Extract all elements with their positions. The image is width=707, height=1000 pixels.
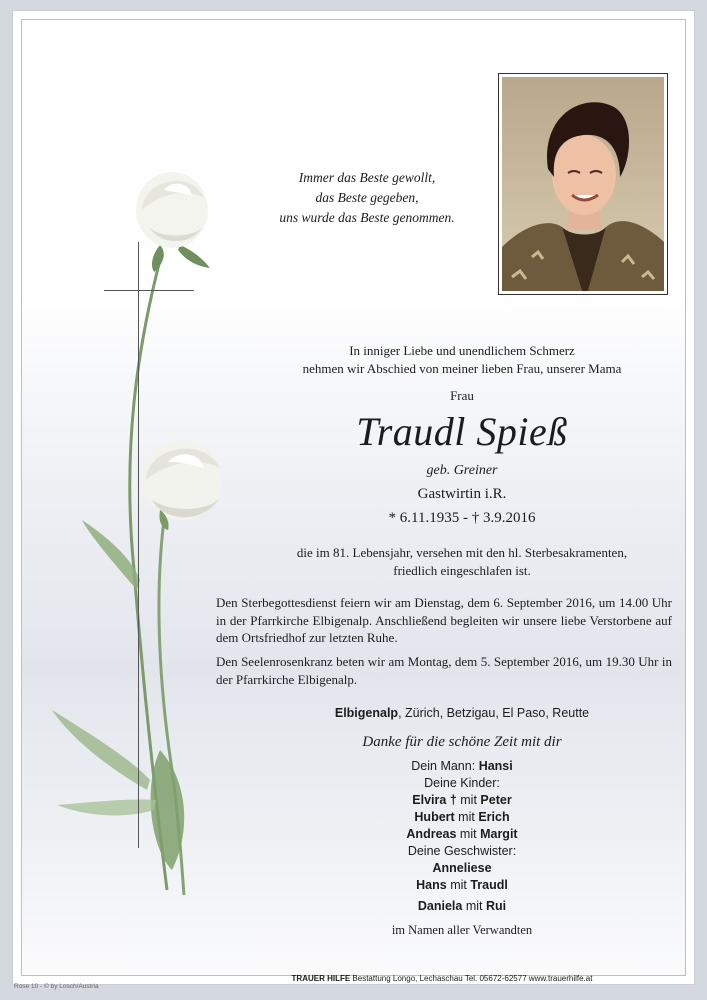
husband-label: Dein Mann:: [411, 759, 476, 773]
white-roses-image: [42, 150, 232, 910]
closing-line: im Namen aller Verwandten: [391, 923, 533, 937]
intro-line: In inniger Liebe und unendlichem Schmerz: [349, 343, 575, 358]
with-word: mit: [458, 810, 475, 824]
memorial-quote: [262, 168, 472, 228]
age-text: [232, 544, 692, 580]
birth-name: geb. Greiner: [426, 463, 498, 478]
with-word: mit: [460, 793, 477, 807]
with-word: mit: [459, 827, 477, 841]
family-list: [232, 758, 692, 915]
deceased-name: Traudl Spieß: [356, 409, 568, 454]
with-word: mit: [450, 878, 467, 892]
child-name: Andreas: [406, 827, 457, 841]
age-line: die im 81. Lebensjahr, versehen mit den hl. Sterbesakramenten,: [296, 545, 628, 560]
sibling-row: [232, 877, 692, 894]
with-word: mit: [465, 899, 483, 913]
footer-brand: TRAUER HILFE: [291, 974, 351, 983]
child-row: [232, 826, 692, 843]
child-row: [232, 792, 692, 809]
sibling-name: Hans: [416, 878, 447, 892]
partner-name: Rui: [485, 899, 507, 913]
sibling-name: Anneliese: [432, 861, 492, 875]
places-line: [232, 706, 692, 720]
husband-name: Hansi: [478, 759, 513, 773]
cross-vertical-line: [138, 242, 139, 848]
salutation: Frau: [450, 388, 474, 403]
obituary-card: [12, 10, 695, 985]
footer: [182, 974, 702, 983]
sibling-row: [232, 860, 692, 877]
places-rest: , Zürich, Betzigau, El Paso, Reutte: [398, 706, 590, 720]
rosary-paragraph: Den Seelenrosenkranz beten wir am Montag, dem 5. September 2016, um 19.30 Uhr in der Pfarrkirche Elbigenalp.: [216, 654, 672, 687]
siblings-label: Deine Geschwister:: [407, 844, 517, 858]
life-dates: * 6.11.1935 - † 3.9.2016: [388, 510, 536, 526]
portrait-photo: [502, 77, 664, 291]
funeral-paragraph: Den Sterbegottesdienst feiern wir am Dienstag, dem 6. September 2016, um 14.00 Uhr in der Pfarrkirche Elbigenalp. Anschließend begleiten wir unsere liebe Verstorbene auf dem Ortsfriedhof zur letzten Ruhe.: [216, 595, 672, 646]
partner-name: Margit: [480, 827, 518, 841]
quote-line: uns wurde das Beste genommen.: [279, 210, 455, 225]
occupation: Gastwirtin i.R.: [417, 486, 507, 502]
partner-name: Erich: [478, 810, 510, 824]
copyright-note: Rose 10 - © by Losch/Austria: [14, 983, 99, 990]
child-row: [232, 809, 692, 826]
partner-name: Peter: [480, 793, 512, 807]
partner-name: Traudl: [470, 878, 508, 892]
relative-name: Daniela: [417, 899, 463, 913]
child-name: Hubert: [414, 810, 455, 824]
husband-row: [232, 758, 692, 775]
footer-text: Bestattung Longo, Lechaschau Tel. 05672-62577 www.trauerhilfe.at: [350, 974, 593, 983]
relative-row: [232, 898, 692, 915]
child-name: Elvira †: [412, 793, 457, 807]
quote-line: das Beste gegeben,: [315, 190, 419, 205]
intro-line: nehmen wir Abschied von meiner lieben Frau, unserer Mama: [302, 361, 622, 376]
cross-horizontal-line: [104, 290, 194, 291]
portrait-photo-frame: [498, 73, 668, 295]
age-line: friedlich eingeschlafen ist.: [393, 563, 531, 578]
places-main: Elbigenalp: [334, 706, 399, 720]
obituary-frame: [21, 19, 686, 983]
thanks-line: Danke für die schöne Zeit mit dir: [362, 734, 562, 750]
children-label: Deine Kinder:: [424, 776, 500, 790]
intro-text: [232, 342, 692, 378]
quote-line: Immer das Beste gewollt,: [298, 170, 436, 185]
